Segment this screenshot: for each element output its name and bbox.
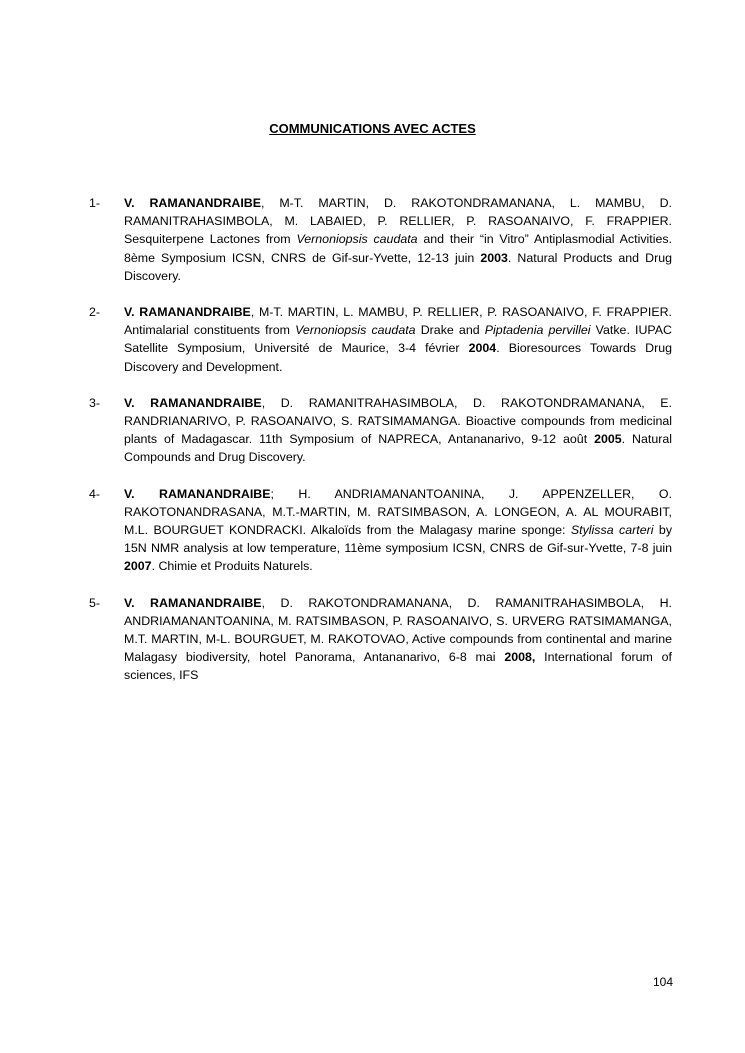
item-number: 3- [89, 395, 101, 410]
item-number: 4- [89, 486, 101, 501]
lead-author: V. RAMANANDRAIBE [124, 595, 262, 610]
species-name: Stylissa carteri [570, 523, 654, 538]
species-name-2: Piptadenia pervillei [484, 323, 591, 338]
authors-text: ; H. ANDRIAMANANTOANINA, J. APPENZELLER, O. RAKOTONANDRASANA, M.T.-MARTIN, M. RATSIMBASON, A. LONGEON, A. AL MOURABIT, M.L. BOURGUET KONDRACKI. Alkaloïds from the Malagasy marine sponge: [124, 486, 672, 538]
reference-list [89, 194, 672, 703]
list-item [89, 594, 672, 685]
item-text [124, 485, 672, 576]
species-name: Vernoniopsis caudata [296, 232, 418, 247]
page-number: 104 [652, 975, 673, 989]
authors-text: , M-T. MARTIN, L. MAMBU, P. RELLIER, P. RASOANAIVO, F. FRAPPIER. Antimalarial constituents from [124, 305, 672, 338]
citation-tail: . Natural Products and Drug Discovery. [124, 250, 672, 283]
item-number: 2- [89, 305, 101, 320]
citation-year: 2007 [124, 559, 152, 574]
citation-year: 2004 [468, 341, 497, 356]
list-item [89, 394, 672, 467]
citation-text: by 15N NMR analysis at low temperature, 11ème symposium ICSN, CNRS de Gif-sur-Yvette, 7-8 juin [124, 523, 673, 556]
list-item [89, 303, 672, 376]
list-item [89, 485, 672, 576]
item-number: 1- [89, 196, 101, 210]
citation-year: 2008, [504, 650, 536, 665]
item-number: 5- [89, 595, 101, 610]
citation-tail: International forum of sciences, IFS [124, 650, 672, 683]
item-text [124, 394, 672, 467]
citation-text-2: Vatke. IUPAC Satellite Symposium, Université de Maurice, 3-4 février [124, 323, 672, 356]
authors-text: , D. RAMANITRAHASIMBOLA, D. RAKOTONDRAMANANA, E. RANDRIANARIVO, P. RASOANAIVO, S. RATSIMAMANGA. Bioactive compounds from medicinal plants of Madagascar. 11th Symposium of NAPRECA, Antananarivo, 9-12 août [124, 395, 672, 447]
authors-text: , D. RAKOTONDRAMANANA, D. RAMANITRAHASIMBOLA, H. ANDRIAMANANTOANINA, M. RATSIMBASON, P. RASOANAIVO, S. URVERG RATSIMAMANGA, M.T. MARTIN, M-L. BOURGUET, M. RAKOTOVAO, Active compounds from continental and marine Malagasy biodiversity, hotel Panorama, Antananarivo, 6-8 mai [124, 595, 672, 665]
citation-year: 2003 [480, 250, 508, 265]
list-item [89, 194, 672, 285]
species-name: Vernoniopsis caudata [295, 323, 416, 338]
citation-tail: . Chimie et Produits Naturels. [151, 559, 313, 574]
citation-year: 2005 [594, 432, 622, 447]
authors-text: , M-T. MARTIN, D. RAKOTONDRAMANANA, L. MAMBU, D. RAMANITRAHASIMBOLA, M. LABAIED, P. RELLIER, P. RASOANAIVO, F. FRAPPIER. Sesquiterpene Lactones from [124, 196, 672, 247]
lead-author: V. RAMANANDRAIBE [124, 395, 262, 410]
lead-author: V. RAMANANDRAIBE [124, 196, 261, 210]
lead-author: V. RAMANANDRAIBE [124, 305, 251, 320]
item-text [124, 194, 672, 285]
citation-tail: . Natural Compounds and Drug Discovery. [124, 432, 673, 465]
page-title: COMMUNICATIONS AVEC ACTES [269, 121, 476, 136]
item-text [124, 303, 672, 376]
lead-author: V. RAMANANDRAIBE [124, 486, 271, 501]
citation-text: and their “in Vitro” Antiplasmodial Activities. 8ème Symposium ICSN, CNRS de Gif-sur-Yvette, 12-13 juin [124, 232, 672, 265]
citation-tail: . Bioresources Towards Drug Discovery and Development. [124, 341, 672, 374]
item-text [124, 594, 672, 685]
citation-text: Drake and [415, 323, 485, 338]
